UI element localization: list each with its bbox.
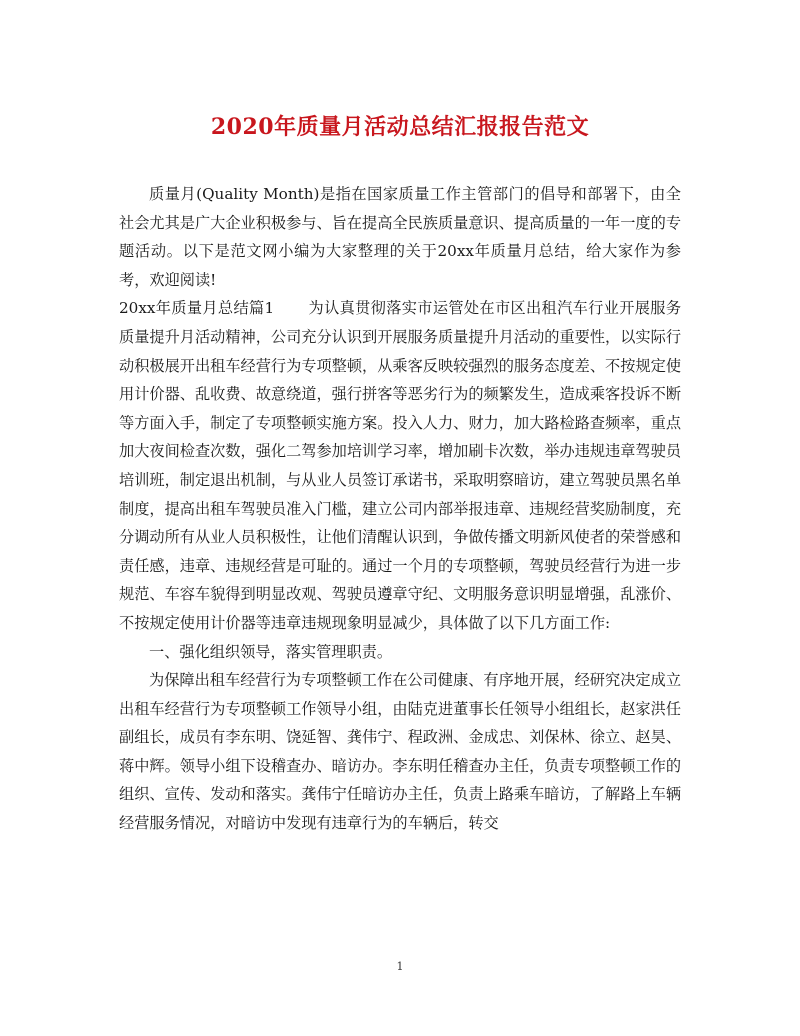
page-number: 1 [396,960,404,973]
intro-paragraph: 质量月(Quality Month)是指在国家质量工作主管部门的倡导和部署下，由全社会尤其是广大企业积极参与、旨在提高全民族质量意识、提高质量的一年一度的专题活动。以下是范文网小编为大家整理的关于20xx年质量月总结，给大家作为参考，欢迎阅读! [119,185,681,289]
section-1-paragraph: 为保障出租车经营行为专项整顿工作在公司健康、有序地开展，经研究决定成立出租车经营行为专项整顿工作领导小组，由陆克进董事长任领导小组组长，赵家洪任副组长，成员有李东明、饶延智、龚伟宁、程政洲、金成忠、刘保林、徐立、赵昊、蒋中辉。领导小组下设稽查办、暗访办。李东明任稽查办主任，负责专项整顿工作的组织、宣传、发动和落实。龚伟宁任暗访办主任，负责上路乘车暗访，了解路上车辆经营服务情况，对暗访中发现有违章行为的车辆后，转交 [119,671,681,833]
article-heading: 20xx年质量月总结篇1 [119,299,275,318]
section-1-heading: 一、强化组织领导，落实管理职责。 [149,642,392,661]
article-paragraph [119,294,681,637]
article-body: 为认真贯彻落实市运管处在市区出租汽车行业开展服务质量提升月活动精神，公司充分认识到开展服务质量提升月活动的重要性，以实际行动积极展开出租车经营行为专项整顿，从乘客反映较强烈的服务态度差、不按规定使用计价器、乱收费、故意绕道，强行拼客等恶劣行为的频繁发生，造成乘客投诉不断等方面入手，制定了专项整顿实施方案。投入人力、财力，加大路检路查频率，重点加大夜间检查次数，强化二驾参加培训学习率，增加刷卡次数，举办违规违章驾驶员培训班，制定退出机制，与从业人员签订承诺书，采取明察暗访，建立驾驶员黑名单制度，提高出租车驾驶员准入门槛，建立公司内部举报违章、违规经营奖励制度，充分调动所有从业人员积极性，让他们清醒认识到，争做传播文明新风使者的荣誉感和责任感，违章、违规经营是可耻的。通过一个月的专项整顿，驾驶员经营行为进一步规范、车容车貌得到明显改观、驾驶员遵章守纪、文明服务意识明显增强，乱涨价、不按规定使用计价器等违章违规现象明显减少，具体做了以下几方面工作: [119,299,681,632]
document-body [119,180,681,838]
document-title: 2020年质量月活动总结汇报报告范文 [210,114,590,140]
